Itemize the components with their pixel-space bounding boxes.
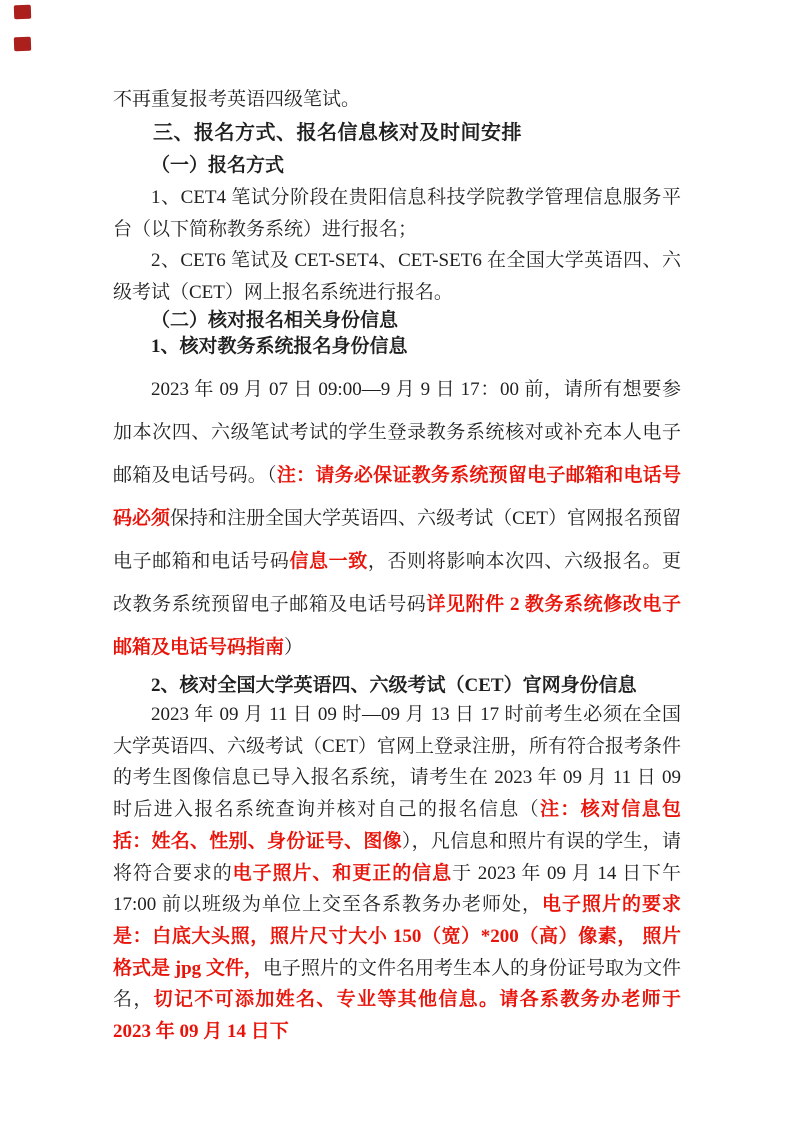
section-heading xyxy=(113,116,681,150)
red-emphasis: 注：核对信息包括：姓名、性别、身份证号、图像 xyxy=(113,799,681,852)
text-segment: 2023 年 09 月 07 日 09:00—9 月 9 日 17：00 前，请所有想要参加本次四、六级笔试考试的学生登录教务系统核对或补充本人电子邮箱及电话号码。（ xyxy=(113,379,681,486)
red-emphasis: 电子照片、和更正的信息 xyxy=(232,862,453,884)
paragraph-cet-verify xyxy=(113,699,681,1048)
text-segment: 2023 年 09 月 11 日 09 时—09 月 13 日 17 时前考生必须在全国大学英语四、六级考试（CET）官网上登录注册，所有符合报考条件的考生图像信息已导入报名系统，请考生在 2023 年 09 月 11 日 09 时后进入报名系统查询并核对自己的报名信息（ xyxy=(113,704,681,821)
text-segment: ） xyxy=(284,637,304,658)
text-segment: 于 2023 年 09 月 14 日下午 17:00 前以班级为单位上交至各系教务办老师处， xyxy=(113,862,681,916)
red-emphasis: 注：请务必保证教务系统预留电子邮箱和电话号码必须 xyxy=(113,465,681,529)
subsection-heading-2 xyxy=(113,308,681,334)
red-emphasis: 详见附件 2 教务系统修改电子邮箱及电话号码指南 xyxy=(113,594,681,658)
heading-text: （一）报名方式 xyxy=(151,155,285,176)
subsection-item2-heading xyxy=(113,673,681,699)
list-item-cet6 xyxy=(113,245,681,308)
red-emphasis: 信息一致 xyxy=(289,551,368,572)
text-segment: 2、CET6 笔试及 CET-SET4、CET-SET6 在全国大学英语四、六级考试（CET）网上报名系统进行报名。 xyxy=(113,250,681,303)
list-item-cet4 xyxy=(113,182,681,245)
subsection-heading-1 xyxy=(113,150,681,182)
document-body xyxy=(113,84,681,1048)
text-segment: ），凡信息和照片有误的学生，请将符合要求的 xyxy=(113,830,681,884)
heading-text: 1、核对教务系统报名身份信息 xyxy=(151,336,408,357)
red-ink-mark-bottom xyxy=(14,37,31,52)
red-emphasis: 电子照片的要求是：白底大头照，照片尺寸大小 150（宽）*200（高）像素， 照片格式是 jpg 文件， xyxy=(113,894,681,979)
heading-text: 2、核对全国大学英语四、六级考试（CET）官网身份信息 xyxy=(151,675,637,696)
paragraph-jwxt-verify xyxy=(113,368,681,669)
text-segment: 保持和注册全国大学英语四、六级考试（CET）官网报名预留电子邮箱和电话号码 xyxy=(113,508,681,572)
heading-text: 三、报名方式、报名信息核对及时间安排 xyxy=(153,122,522,144)
text-segment: 1、CET4 笔试分阶段在贵阳信息科技学院教学管理信息服务平台（以下简称教务系统）进行报名； xyxy=(113,187,681,240)
heading-text: （二）核对报名相关身份信息 xyxy=(151,310,399,331)
text-segment: 电子照片的文件名用考生本人的身份证号取为文件名， xyxy=(113,957,681,1011)
text-segment: 不再重复报考英语四级笔试。 xyxy=(113,89,361,110)
red-emphasis: 切记不可添加姓名、专业等其他信息。请各系教务办老师于 2023 年 09 月 14 日下 xyxy=(113,989,681,1043)
subsection-item1-heading xyxy=(113,334,681,360)
red-ink-mark-top xyxy=(14,5,31,20)
text-segment: ，否则将影响本次四、六级报名。更改教务系统预留电子邮箱及电话号码 xyxy=(113,551,681,615)
intro-line xyxy=(113,84,681,116)
